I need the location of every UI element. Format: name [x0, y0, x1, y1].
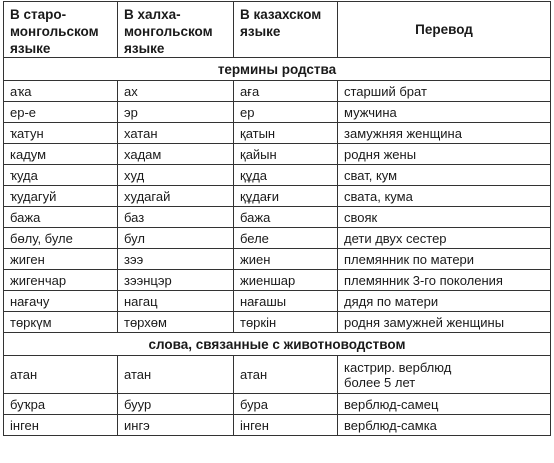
- table-row: [4, 228, 551, 249]
- table-row: [4, 249, 551, 270]
- cell-translation: свояк: [338, 207, 551, 228]
- cell-old-mongolian: жиген: [4, 249, 118, 270]
- section-header-row: [4, 333, 551, 356]
- cell-khalkha: атан: [118, 356, 234, 394]
- cell-kazakh: атан: [234, 356, 338, 394]
- cell-translation: верблюд-самец: [338, 394, 551, 415]
- cell-kazakh: жиеншар: [234, 270, 338, 291]
- cell-khalkha: бул: [118, 228, 234, 249]
- cell-translation: родня жены: [338, 144, 551, 165]
- cell-translation: кастрир. верблюд более 5 лет: [338, 356, 551, 394]
- cell-kazakh: беле: [234, 228, 338, 249]
- cell-translation: мужчина: [338, 102, 551, 123]
- cell-old-mongolian: ҡатун: [4, 123, 118, 144]
- cell-kazakh: құдағи: [234, 186, 338, 207]
- cell-khalkha: ингэ: [118, 415, 234, 436]
- table-row: [4, 394, 551, 415]
- cell-khalkha: зээ: [118, 249, 234, 270]
- cell-kazakh: қатын: [234, 123, 338, 144]
- table-row: [4, 144, 551, 165]
- cell-old-mongolian: жигенчар: [4, 270, 118, 291]
- cell-translation: племянник по матери: [338, 249, 551, 270]
- cell-translation: замужняя женщина: [338, 123, 551, 144]
- table-row: [4, 81, 551, 102]
- cell-old-mongolian: бөлу, буле: [4, 228, 118, 249]
- cell-kazakh: жиен: [234, 249, 338, 270]
- cell-khalkha: зээнцэр: [118, 270, 234, 291]
- cell-khalkha: нагац: [118, 291, 234, 312]
- cell-translation: дети двух сестер: [338, 228, 551, 249]
- cell-old-mongolian: ҡуда: [4, 165, 118, 186]
- cell-translation: верблюд-самка: [338, 415, 551, 436]
- table-row: [4, 102, 551, 123]
- cell-kazakh: ер: [234, 102, 338, 123]
- cell-old-mongolian: інген: [4, 415, 118, 436]
- cell-khalkha: худ: [118, 165, 234, 186]
- cell-khalkha: хадам: [118, 144, 234, 165]
- table-row: [4, 415, 551, 436]
- section-title: слова, связанные с животноводством: [4, 333, 551, 356]
- cell-khalkha: баз: [118, 207, 234, 228]
- cell-translation: старший брат: [338, 81, 551, 102]
- header-translation: Перевод: [338, 2, 551, 58]
- header-row: [4, 2, 551, 58]
- cell-old-mongolian: аҡа: [4, 81, 118, 102]
- section-header-row: [4, 58, 551, 81]
- cell-kazakh: аға: [234, 81, 338, 102]
- header-old-mongolian: В старо- монгольском языке: [4, 2, 118, 58]
- vocabulary-table: [3, 1, 551, 436]
- cell-khalkha: ах: [118, 81, 234, 102]
- cell-old-mongolian: ҡудагуй: [4, 186, 118, 207]
- section-title: термины родства: [4, 58, 551, 81]
- cell-kazakh: нағашы: [234, 291, 338, 312]
- cell-translation: свата, кума: [338, 186, 551, 207]
- cell-translation: дядя по матери: [338, 291, 551, 312]
- cell-kazakh: төркін: [234, 312, 338, 333]
- cell-khalkha: худагай: [118, 186, 234, 207]
- cell-old-mongolian: нағачу: [4, 291, 118, 312]
- cell-translation: родня замужней женщины: [338, 312, 551, 333]
- table-row: [4, 207, 551, 228]
- cell-translation: сват, кум: [338, 165, 551, 186]
- cell-khalkha: хатан: [118, 123, 234, 144]
- table-row: [4, 165, 551, 186]
- table-row: [4, 186, 551, 207]
- header-khalkha-mongolian: В халха- монгольском языке: [118, 2, 234, 58]
- cell-kazakh: інген: [234, 415, 338, 436]
- cell-kazakh: бура: [234, 394, 338, 415]
- header-kazakh: В казахском языке: [234, 2, 338, 58]
- table-row: [4, 123, 551, 144]
- cell-translation: племянник 3-го поколения: [338, 270, 551, 291]
- cell-khalkha: төрхөм: [118, 312, 234, 333]
- cell-old-mongolian: ер-е: [4, 102, 118, 123]
- cell-kazakh: құда: [234, 165, 338, 186]
- table-row: [4, 270, 551, 291]
- cell-old-mongolian: буҡра: [4, 394, 118, 415]
- cell-khalkha: буур: [118, 394, 234, 415]
- table-row: [4, 312, 551, 333]
- table-row: [4, 356, 551, 394]
- cell-old-mongolian: төркүм: [4, 312, 118, 333]
- cell-khalkha: эр: [118, 102, 234, 123]
- cell-kazakh: қайын: [234, 144, 338, 165]
- cell-old-mongolian: кадум: [4, 144, 118, 165]
- cell-kazakh: бажа: [234, 207, 338, 228]
- cell-old-mongolian: бажа: [4, 207, 118, 228]
- table-row: [4, 291, 551, 312]
- cell-old-mongolian: атан: [4, 356, 118, 394]
